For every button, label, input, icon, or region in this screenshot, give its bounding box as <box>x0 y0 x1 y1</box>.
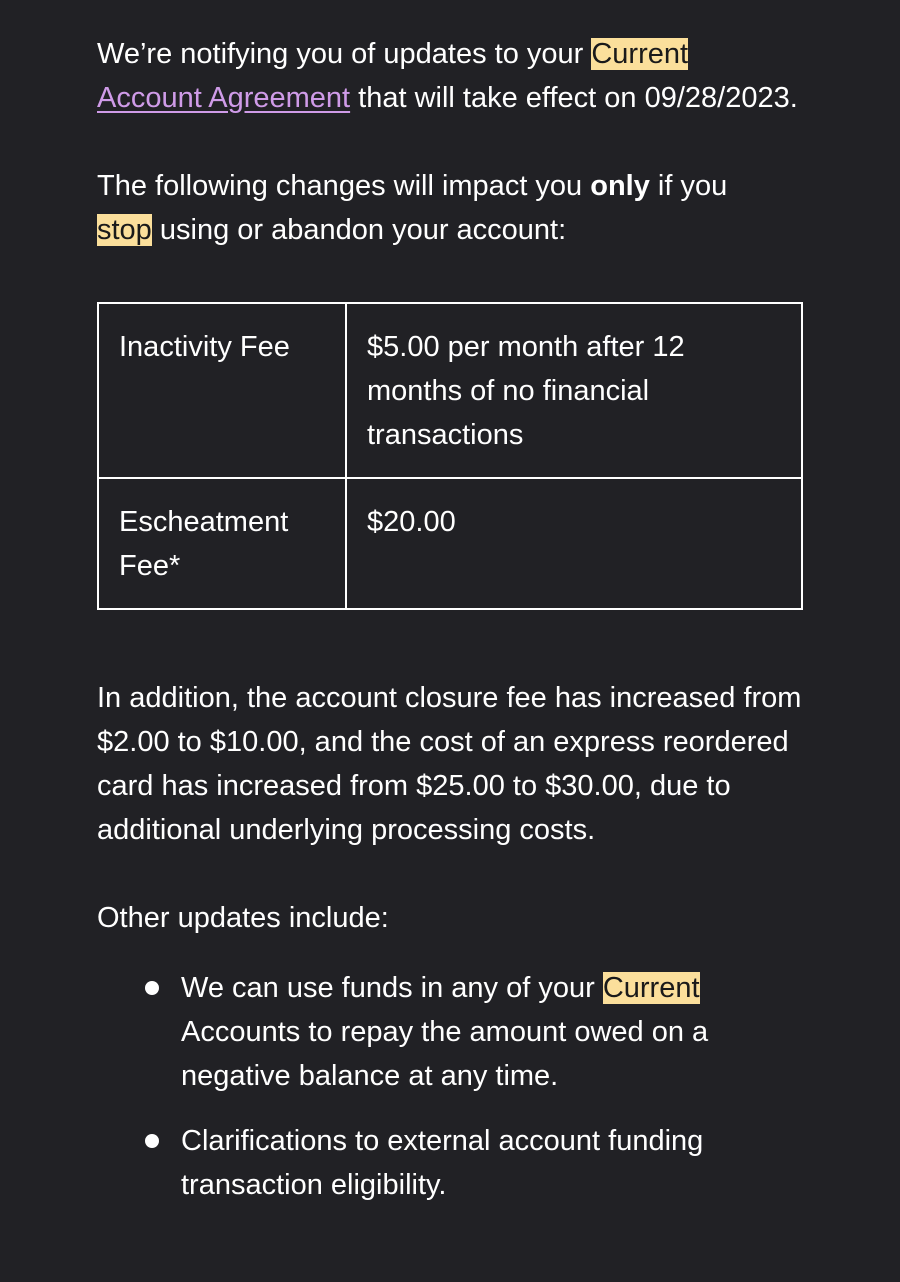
bullet-icon <box>145 1134 159 1148</box>
highlight-current: Current <box>602 972 700 1004</box>
fee-value-cell: $5.00 per month after 12 months of no financial transactions <box>346 303 802 478</box>
bullet-icon <box>145 981 159 995</box>
intro-paragraph <box>97 32 807 120</box>
impact-middle-text: if you <box>649 170 728 202</box>
fee-name-cell: Escheatment Fee* <box>98 478 346 609</box>
impact-suffix-text: using or abandon your account: <box>151 214 567 246</box>
impact-paragraph <box>97 164 807 252</box>
intro-text: We’re notifying you of updates to your <box>97 38 592 70</box>
impact-text: The following changes will impact you <box>97 170 591 202</box>
fee-value-cell: $20.00 <box>346 478 802 609</box>
highlight-current: Current <box>591 38 689 70</box>
update-suffix-text: Accounts to repay the amount owed on a negative balance at any time. <box>181 1016 709 1092</box>
fees-table <box>97 302 803 610</box>
update-text: Clarifications to external account funding transaction eligibility. <box>181 1125 704 1201</box>
email-body <box>97 32 807 1228</box>
highlight-stop: stop <box>97 214 152 246</box>
addition-paragraph: In addition, the account closure fee has increased from $2.00 to $10.00, and the cost of an express reordered card has increased from $25.00 to $30.00, due to additional underlying processing costs. <box>97 682 802 846</box>
other-updates-list <box>97 966 807 1207</box>
impact-bold-only: only <box>590 170 650 202</box>
fee-name-cell: Inactivity Fee <box>98 303 346 478</box>
update-text: We can use funds in any of your <box>181 972 603 1004</box>
other-updates-heading: Other updates include: <box>97 902 389 934</box>
list-item <box>97 1119 807 1207</box>
table-row <box>98 303 802 478</box>
list-item <box>97 966 807 1098</box>
table-row <box>98 478 802 609</box>
account-agreement-link[interactable]: Account Agreement <box>97 82 351 114</box>
intro-suffix-text: that will take effect on 09/28/2023. <box>350 82 798 114</box>
